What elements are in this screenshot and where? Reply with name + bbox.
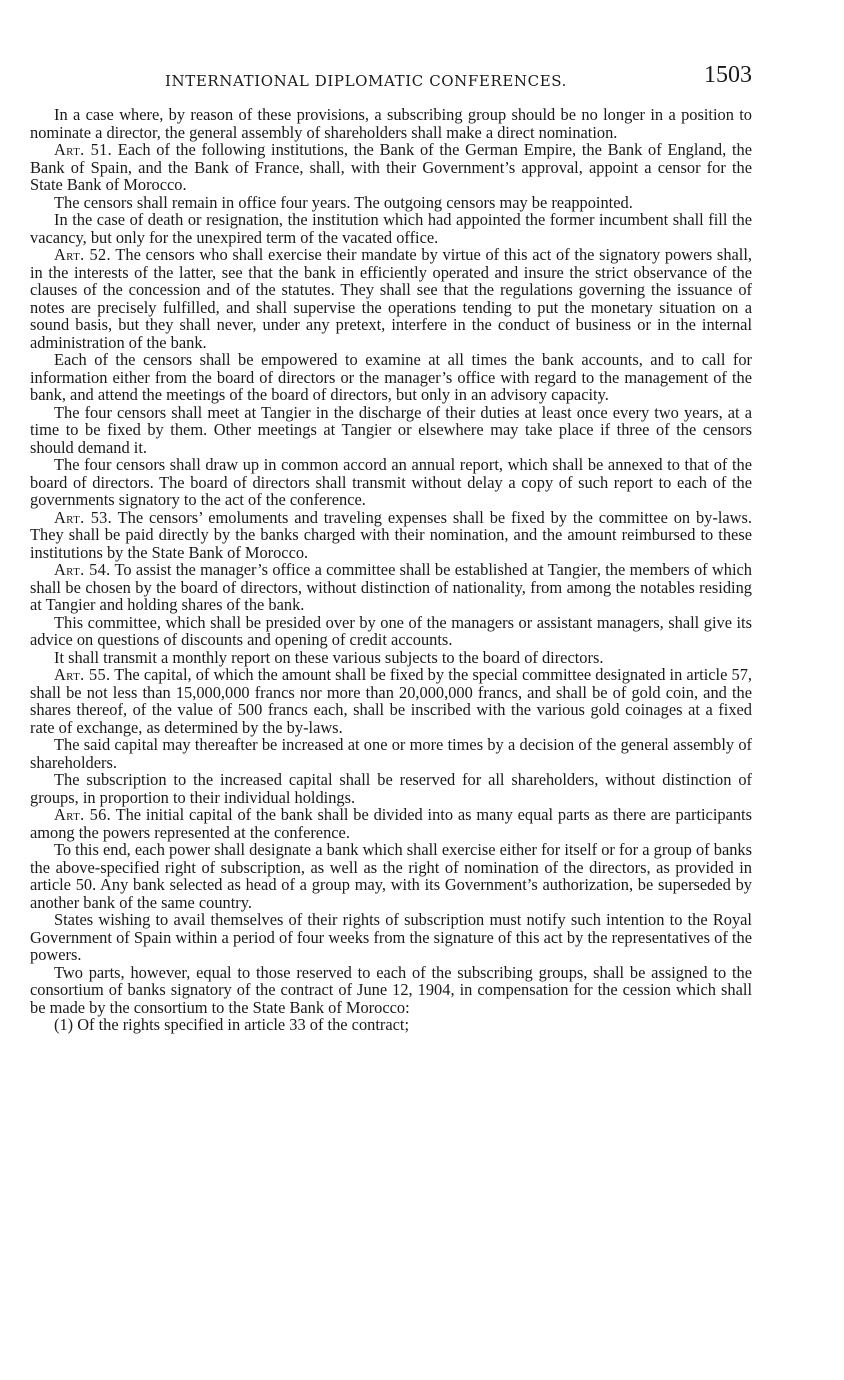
- paragraph: The four censors shall meet at Tangier in the discharge of their duties at least once every two years, at a time to be fixed by them. Other meetings at Tangier or elsewhere may take place if three of the censors should demand it.: [30, 402, 752, 457]
- paragraph-art-51: Art. 51. Each of the following institutions, the Bank of the German Empire, the Bank of England, the Bank of Spain, and the Bank of France, shall, with their Government’s approval, appoint a censor for the State Bank of Morocco.: [30, 140, 752, 194]
- article-label: Art. 54.: [54, 560, 111, 579]
- paragraph: States wishing to avail themselves of their rights of subscription must notify such intention to the Royal Government of Spain within a period of four weeks from the signature of this act by the representatives of the powers.: [30, 910, 752, 964]
- paragraph: The subscription to the increased capital shall be reserved for all shareholders, without distinction of groups, in proportion to their individual holdings.: [30, 770, 752, 807]
- document-page: [30, 60, 752, 1034]
- page-header: [30, 60, 752, 106]
- paragraph: This committee, which shall be presided over by one of the managers or assistant managers, shall give its advice on questions of discounts and opening of credit accounts.: [30, 612, 752, 649]
- body-text: [30, 106, 752, 1034]
- article-label: Art. 55.: [54, 665, 111, 684]
- paragraph-art-56: Art. 56. The initial capital of the bank shall be divided into as many equal parts as there are participants among the powers represented at the conference.: [30, 805, 752, 842]
- paragraph: In a case where, by reason of these provisions, a subscribing group should be no longer in a position to nominate a director, the general assembly of shareholders shall make a direct nomination.: [30, 105, 752, 142]
- paragraph: The censors shall remain in office four years. The outgoing censors may be reappointed.: [54, 192, 633, 212]
- running-head: INTERNATIONAL DIPLOMATIC CONFERENCES.: [165, 72, 567, 90]
- article-label: Art. 52.: [54, 245, 111, 264]
- paragraph-art-55: Art. 55. The capital, of which the amount shall be fixed by the special committee designated in article 57, shall be not less than 15,000,000 francs nor more than 20,000,000 francs, and shall be of gold coin, and the shares thereof, of the value of 500 francs each, shall be inscribed with the various gold coinages at a fixed rate of exchange, as determined by the by-laws.: [30, 665, 752, 737]
- article-label: Art. 53.: [54, 507, 113, 527]
- article-label: Art. 56.: [54, 805, 112, 824]
- page-number: 1503: [704, 62, 752, 88]
- article-label: Art. 51.: [54, 140, 112, 159]
- paragraph: The four censors shall draw up in common accord an annual report, which shall be annexed to that of the board of directors. The board of directors shall transmit without delay a copy of such report to each of the governments signatory to the act of the conference.: [30, 455, 752, 509]
- paragraph: Two parts, however, equal to those reserved to each of the subscribing groups, shall be assigned to the consortium of banks signatory of the contract of June 12, 1904, in compensation for the cession which shall be made by the consortium to the State Bank of Morocco:: [30, 962, 752, 1017]
- paragraph-art-52: Art. 52. The censors who shall exercise their mandate by virtue of this act of the signatory powers shall, in the interests of the latter, see that the bank in efficiently operated and insure the strict observance of the clauses of the concession and of the statutes. They shall see that the regulations governing the issuance of notes are precisely fulfilled, and shall supervise the operations tending to put the monetary situation on a sound basis, but they shall never, under any pretext, interfere in the conduct of business or in the internal administration of the bank.: [30, 245, 752, 352]
- paragraph: It shall transmit a monthly report on these various subjects to the board of directors.: [54, 647, 604, 667]
- paragraph: In the case of death or resignation, the institution which had appointed the former incumbent shall fill the vacancy, but only for the unexpired term of the vacated office.: [30, 210, 752, 247]
- paragraph: To this end, each power shall designate a bank which shall exercise either for itself or for a group of banks the above-specified right of subscription, as well as the right of nomination of the directors, as provided in article 50. Any bank selected as head of a group may, with its Government’s authorization, be superseded by another bank of the same country.: [30, 840, 752, 912]
- paragraph-list-item: (1) Of the rights specified in article 33 of the contract;: [54, 1015, 409, 1034]
- paragraph: The said capital may thereafter be increased at one or more times by a decision of the general assembly of shareholders.: [30, 735, 752, 772]
- paragraph-art-53: Art. 53. The censors’ emoluments and traveling expenses shall be fixed by the committee on by-laws. They shall be paid directly by the banks charged with their nomination, and the amount reimbursed to these institutions by the State Bank of Morocco.: [30, 507, 752, 562]
- paragraph: Each of the censors shall be empowered to examine at all times the bank accounts, and to call for information either from the board of directors or the manager’s office with regard to the management of the bank, and attend the meetings of the board of directors, but only in an advisory capacity.: [30, 350, 752, 404]
- paragraph-art-54: Art. 54. To assist the manager’s office a committee shall be established at Tangier, the members of which shall be chosen by the board of directors, without distinction of nationality, from among the notables residing at Tangier and holding shares of the bank.: [30, 560, 752, 614]
